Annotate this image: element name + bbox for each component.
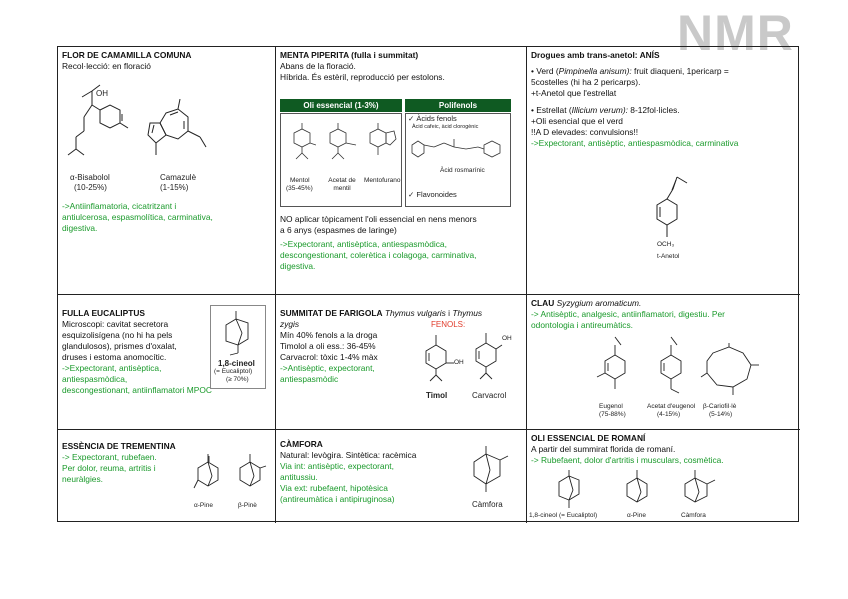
camamilla-uses — [62, 201, 272, 234]
menthol-pct: (35-45%) — [286, 185, 313, 192]
cell-camamilla — [58, 47, 276, 295]
carvacrol-oh: OH — [502, 335, 512, 342]
oil-header: Oli essencial (1-3%) — [280, 99, 402, 112]
farigola-title-mid: i — [445, 308, 453, 318]
eugenol-structure — [595, 335, 635, 397]
polyphenol-header: Polifenols — [405, 99, 511, 112]
menta-line: Híbrida. És estèril, reproducció per estolons. — [280, 72, 445, 82]
clau-use: -> Antisèptic, analgesic, antiinflamatori, digestiu. Per — [531, 309, 725, 319]
farigola-line: Mín 40% fenols a la droga — [280, 330, 378, 340]
clau-title — [531, 298, 796, 309]
anis-estr-sci: Illicium verum): — [571, 105, 628, 115]
trementina-use: -> Expectorant, rubefaen. — [62, 452, 157, 462]
camfora-use: Via ext: rubefaent, hipotèsica — [280, 483, 388, 493]
farigola-title-sci2: Thymus — [452, 308, 483, 318]
bisabolol-name: α-Bisabolol — [70, 173, 110, 182]
menta-composition-figure — [280, 99, 511, 207]
alpha-pinene-structure — [192, 452, 226, 498]
eucaliptus-use: ->Expectorant, antisèptica, — [62, 363, 162, 373]
anis-title: Drogues amb trans-anetol: ANÍS — [531, 50, 660, 60]
cell-eucaliptus — [58, 295, 276, 430]
cell-romani — [527, 430, 800, 523]
anis-verd-pre: Verd ( — [536, 66, 559, 76]
eucaliptus-title: FULLA EUCALIPTUS — [62, 308, 145, 318]
romani-line: A partir del summirat florida de romaní. — [531, 444, 676, 454]
bisabolol-oh-label: OH — [96, 89, 108, 98]
camamilla-title: FLOR DE CAMAMILLA COMUNA — [62, 50, 192, 60]
romani-cineol-name: 1,8-cineol (= Eucaliptol) — [529, 512, 598, 519]
menthyl-acetate-structure — [322, 123, 358, 167]
eucaliptus-line: Microscopi: cavitat secretora — [62, 319, 169, 329]
camamilla-use-line: digestiva. — [62, 223, 98, 233]
beta-pinene-structure — [234, 452, 268, 498]
menta-warning — [280, 214, 477, 236]
rosmarinic-acid-structure — [408, 133, 510, 163]
thymol-name: Timol — [426, 391, 448, 400]
trementina-use: neuràlgies. — [62, 474, 103, 484]
anis-estr-line: • Estrellat (Illicium verum): 8-12fol·licles. — [531, 105, 680, 115]
carvacrol-name: Carvacrol — [472, 391, 507, 400]
eugenol-acetate-pct: (4-15%) — [657, 411, 681, 418]
cineol-name: 1,8-cineol — [218, 359, 255, 368]
anis-verd — [531, 66, 796, 99]
farigola-use: antiespasmòdic — [280, 374, 339, 384]
menta-use-line: digestiva. — [280, 261, 316, 271]
farigola-use: ->Antisèptic, expectorant, — [280, 363, 375, 373]
eugenol-pct: (75-88%) — [599, 411, 626, 418]
cell-farigola — [276, 295, 527, 430]
romani-camphor-name: Càmfora — [681, 512, 706, 519]
eugenol-acetate-structure — [651, 335, 691, 397]
camfora-line: Natural: levògira. Sintètica: racèmica — [280, 450, 417, 460]
alpha-pinene-name: α-Pine — [194, 502, 213, 509]
trementina-use: Per dolor, reuma, artritis i — [62, 463, 156, 473]
thymol-oh: OH — [454, 359, 464, 366]
anis-verd-line2: 5costelles (hi ha 2 pericarps). — [531, 77, 641, 87]
menthofuran-label: Mentofurano — [364, 177, 401, 184]
anethole-structure — [643, 175, 703, 265]
romani-camphor-structure — [677, 468, 717, 512]
farigola-title-cont: zygis — [280, 319, 300, 329]
acids-label: ✓ Àcids fenols — [408, 114, 457, 123]
camazulene-structure — [144, 99, 214, 165]
beta-pinene-name: β-Pinè — [238, 502, 257, 509]
farigola-title — [280, 308, 522, 319]
romani-cineol-structure — [549, 470, 589, 510]
menthyl-acetate-label: Acetat de mentil — [328, 177, 356, 192]
menta-warning-line: NO aplicar tòpicament l'oli essencial en nens menors — [280, 214, 477, 224]
caryophyllene-structure — [699, 343, 763, 399]
camfora-use: (antireumàtica i antipiruginosa) — [280, 494, 395, 504]
menta-use-line: descongestionant, colerètica i colagoga, carminativa, — [280, 250, 477, 260]
menthofuran-structure — [364, 123, 398, 167]
anis-estrellat — [531, 105, 796, 138]
eucaliptus-use: descongestionant, antiinflamatori MPOC — [62, 385, 212, 395]
fenols-label: FENOLS: — [431, 320, 466, 329]
anis-verd-line3: +t-Anetol que l'estrellat — [531, 88, 617, 98]
camamilla-use-line: antiulcerosa, espasmolítica, carminativa, — [62, 212, 213, 222]
menthol-label: Mentol — [290, 177, 310, 184]
camazulene-name: Camazulè — [160, 173, 197, 182]
cell-anis — [527, 47, 800, 295]
clau-use: odontologia i antireumàtics. — [531, 320, 633, 330]
trementina-title: ESSÈNCIA DE TREMENTINA — [62, 441, 176, 451]
anethole-och3: OCH₃ — [657, 241, 675, 248]
bisabolol-pct: (10-25%) — [74, 183, 107, 192]
cineol-alt: (= Eucaliptol) — [214, 368, 253, 375]
clau-title-sci: Syzygium aromaticum. — [554, 298, 642, 308]
anis-estr-post: 8-12fol·licles. — [627, 105, 680, 115]
menta-title: MENTA PIPERITA (fulla i summitat) — [280, 50, 419, 60]
camamilla-use-line: ->Antiinflamatoria, cicatritzant i — [62, 201, 177, 211]
cell-clau — [527, 295, 800, 430]
anis-estr-line3: !!A D elevades: convulsions!! — [531, 127, 639, 137]
farigola-title-bold: SUMMITAT DE FARIGOLA — [280, 308, 383, 318]
cell-menta — [276, 47, 527, 295]
romani-pinene-name: α-Pine — [627, 512, 646, 519]
eucaliptus-line: esquizolisígena (no hi ha pels — [62, 330, 173, 340]
anis-verd-line: • Verd (Pimpinella anisum): fruit diaqueni, 1pericarp = — [531, 66, 729, 76]
anis-estr-line2: +Oli esencial que el verd — [531, 116, 623, 126]
cell-trementina — [58, 430, 276, 523]
romani-pinene-structure — [619, 468, 655, 512]
caryophyllene-name: β-Cariofil·lè — [703, 403, 737, 410]
camphor-structure — [466, 444, 512, 494]
eucaliptus-line: druses i estoma anomocític. — [62, 352, 167, 362]
flavonoids-label: ✓ Flavonoides — [408, 190, 457, 199]
cineol-structure — [216, 309, 260, 357]
camazulene-pct: (1-15%) — [160, 183, 189, 192]
camfora-use: antitussiu. — [280, 472, 318, 482]
menta-line: Abans de la floració. — [280, 61, 356, 71]
romani-uses: -> Rubefaent, dolor d'artritis i musculars, cosmètica. — [531, 455, 724, 465]
eucaliptus-use: antiespasmòdica, — [62, 374, 128, 384]
camamilla-subtitle: Recol·lecció: en floració — [62, 61, 151, 71]
eugenol-name: Eugenol — [599, 403, 623, 410]
acids-sublabel: Àcid cafeic, àcid clorogènic — [412, 124, 479, 130]
rosmarinic-label: Àcid rosmarínic — [440, 167, 485, 174]
romani-title: OLI ESSENCIAL DE ROMANÍ — [531, 433, 646, 443]
summary-table — [57, 46, 799, 522]
caryophyllene-pct: (5-14%) — [709, 411, 733, 418]
anis-uses: ->Expectorant, antisèptic, antiespasmòdica, carminativa — [531, 138, 739, 148]
menta-use-line: ->Expectorant, antisèptica, antiespasmòdica, — [280, 239, 447, 249]
anis-estr-pre: Estrellat ( — [536, 105, 572, 115]
menta-uses — [280, 239, 476, 272]
clau-title-bold: CLAU — [531, 298, 555, 308]
menthol-structure — [286, 123, 316, 167]
watermark: NMR — [677, 5, 794, 61]
camfora-title: CÀMFORA — [280, 439, 323, 449]
anethole-name: t-Anetol — [657, 253, 680, 260]
eugenol-acetate-name: Acetat d'eugenol — [647, 403, 696, 410]
cineol-pct: (≥ 70%) — [226, 376, 249, 383]
eucaliptus-line: glandulosos), prismes d'oxalat, — [62, 341, 177, 351]
camphor-name: Càmfora — [472, 500, 503, 509]
anis-verd-sci: Pimpinella anisum): — [558, 66, 632, 76]
farigola-line: Carvacrol: tòxic 1-4% màx — [280, 352, 378, 362]
cell-camfora — [276, 430, 527, 523]
anis-verd-post: fruit diaqueni, 1pericarp = — [631, 66, 729, 76]
farigola-title-sci: Thymus vulgaris — [382, 308, 446, 318]
farigola-line: Timolol a oli ess.: 36-45% — [280, 341, 376, 351]
camfora-use: Via int: antisèptic, expectorant, — [280, 461, 394, 471]
menta-warning-line: a 6 anys (espasmes de laringe) — [280, 225, 397, 235]
